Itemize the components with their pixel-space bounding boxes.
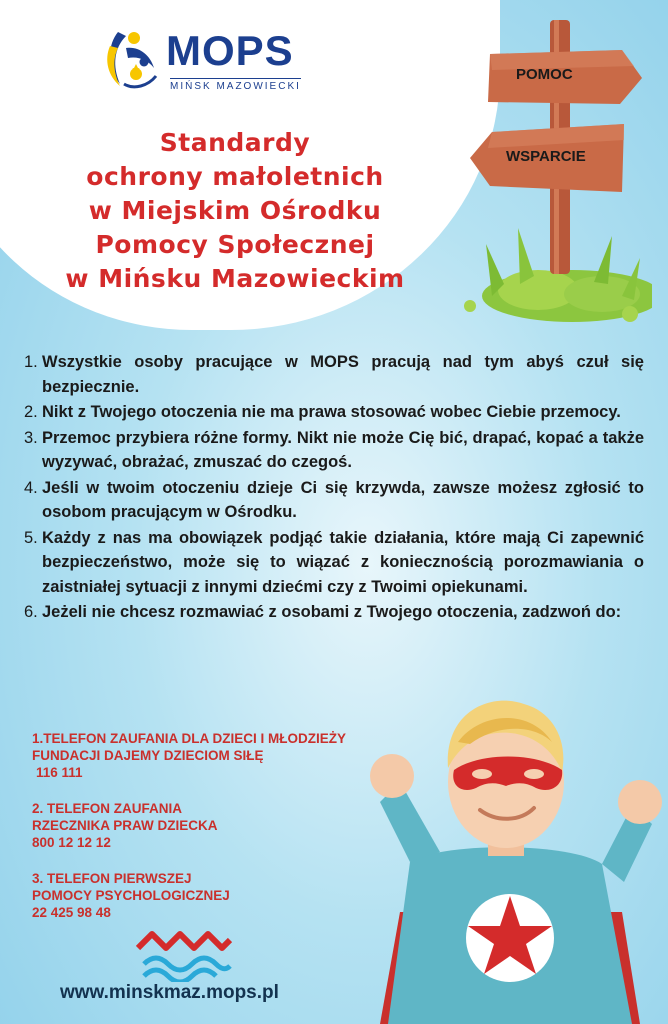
list-item-text: Wszystkie osoby pracujące w MOPS pracują nad tym abyś czuł się bezpiecznie. xyxy=(42,353,644,396)
sign-pomoc: POMOC xyxy=(516,66,573,83)
family-logo-icon xyxy=(104,26,160,92)
title-line: ochrony małoletnich xyxy=(86,162,384,191)
list-item xyxy=(24,600,644,625)
helpline-number[interactable]: 116 111 xyxy=(36,765,83,780)
logo-name: MOPS xyxy=(166,27,294,74)
helpline-number[interactable]: 800 12 12 12 xyxy=(32,835,111,850)
list-item-number: 4. xyxy=(24,478,38,497)
list-item xyxy=(24,350,644,399)
helpline-title: 2. TELEFON ZAUFANIA xyxy=(32,801,183,816)
list-item-number: 6. xyxy=(24,603,38,621)
list-item-number: 1. xyxy=(24,353,38,371)
title-line: w Mińsku Mazowieckim xyxy=(65,264,405,293)
list-item-text: Przemoc przybiera różne formy. Nikt nie może Cię bić, drapać, kopać a także wyzywać, obrażać, zmuszać do czegoś. xyxy=(42,428,644,471)
helpline-title: 1.TELEFON ZAUFANIA DLA DZIECI I MŁODZIEŻY xyxy=(32,731,346,746)
list-item xyxy=(24,476,644,525)
superhero-child-illustration xyxy=(340,682,668,1024)
title-line: Standardy xyxy=(159,128,311,157)
signpost-icon xyxy=(462,14,652,324)
list-item xyxy=(24,400,644,425)
list-item-text: Jeśli w twoim otoczeniu dzieje Ci się krzywda, zawsze możesz zgłosić to osobom pracującym w Ośrodku. xyxy=(42,478,644,521)
signpost-illustration xyxy=(462,14,652,324)
mops-logo xyxy=(104,26,304,96)
helpline-title: FUNDACJI DAJEMY DZIECIOM SIŁĘ xyxy=(32,748,264,763)
list-item-text: Każdy z nas ma obowiązek podjąć takie działania, które mają Ci zapewnić bezpieczeństwo, może się to wiązać z koniecznością porozmawiania o zaistniałej sytuacji z innymi dziećmi czy z Twoimi opiekunami. xyxy=(42,528,644,596)
logo-subtitle: MIŃSK MAZOWIECKI xyxy=(170,78,301,92)
list-item-text: Jeżeli nie chcesz rozmawiać z osobami z Twojego otoczenia, zadzwoń do: xyxy=(42,603,622,621)
helpline-title: POMOCY PSYCHOLOGICZNEJ xyxy=(32,888,230,903)
title-line: Pomocy Społecznej xyxy=(95,230,375,259)
list-item-text: Nikt z Twojego otoczenia nie ma prawa stosować wobec Ciebie przemocy. xyxy=(42,403,621,421)
list-item xyxy=(24,426,644,475)
list-item-number: 2. xyxy=(24,403,38,421)
helpline-title: RZECZNIKA PRAW DZIECKA xyxy=(32,818,218,833)
helpline-title: 3. TELEFON PIERWSZEJ xyxy=(32,871,192,886)
helpline-number[interactable]: 22 425 98 48 xyxy=(32,905,111,920)
waves-icon xyxy=(136,928,232,982)
title-line: w Miejskim Ośrodku xyxy=(88,196,382,225)
list-item xyxy=(24,526,644,600)
rules-list xyxy=(24,350,644,626)
list-item-number: 3. xyxy=(24,428,38,447)
list-item-number: 5. xyxy=(24,528,38,547)
sign-wsparcie: WSPARCIE xyxy=(506,148,586,165)
website-link[interactable]: www.minskmaz.mops.pl xyxy=(60,982,279,1003)
page-title xyxy=(20,126,450,296)
